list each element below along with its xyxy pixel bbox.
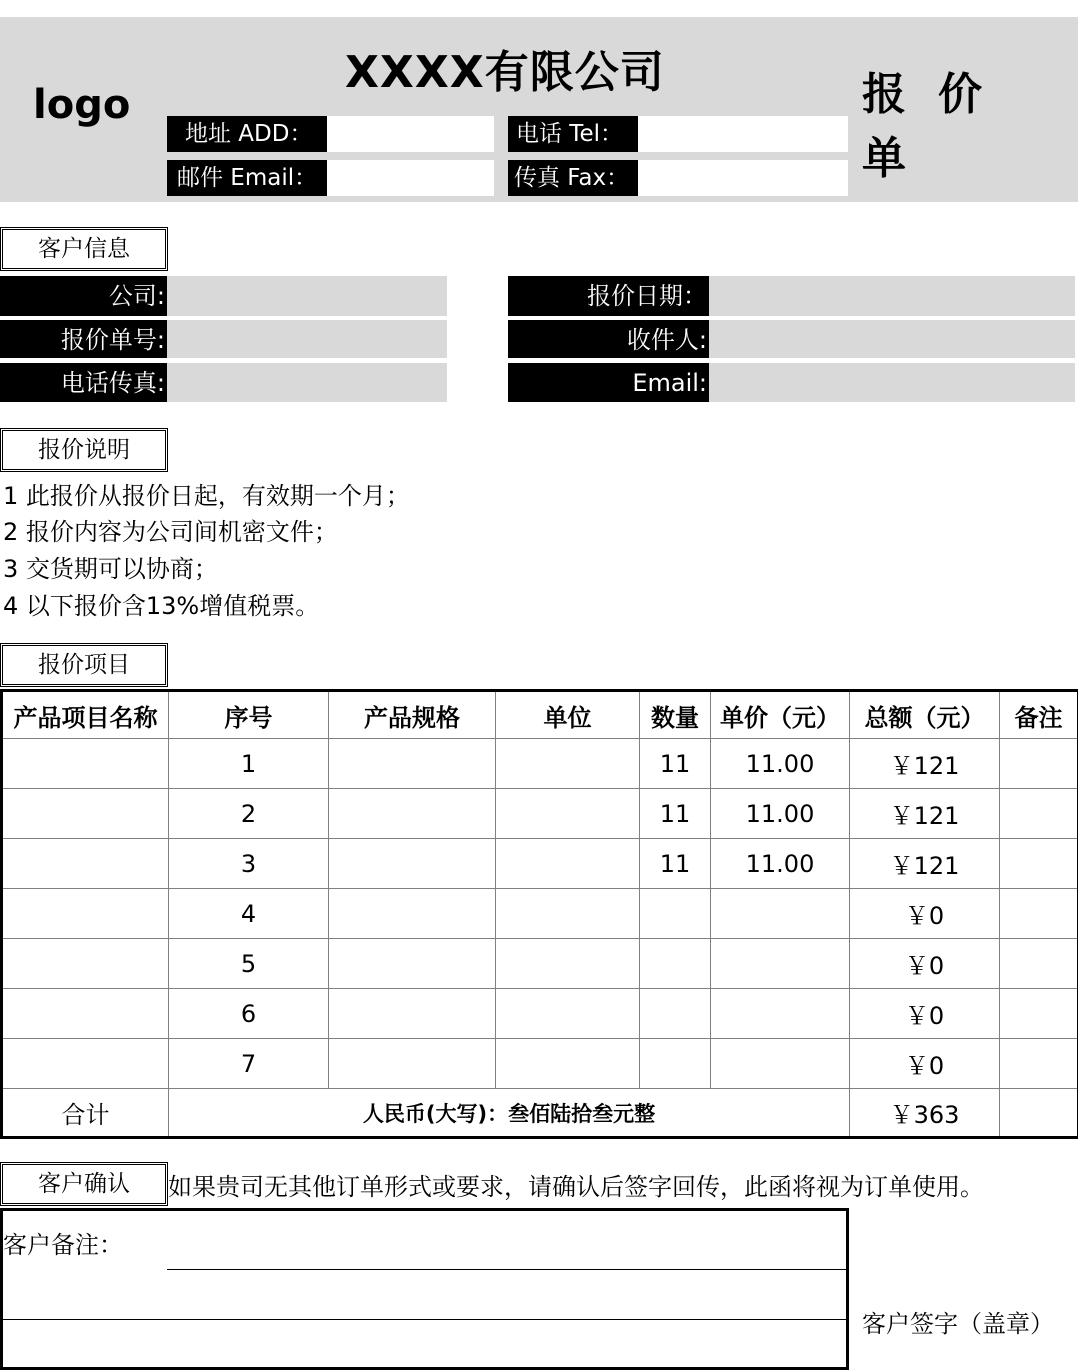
company-label: 公司: (0, 276, 167, 316)
grand-total: ￥363 (850, 1089, 1000, 1138)
quote-no-label: 报价单号: (0, 320, 167, 358)
row-number-cell: 3 (169, 839, 329, 889)
remark-cell[interactable] (1000, 939, 1078, 989)
row-number-cell: 4 (169, 889, 329, 939)
email-label: 邮件 Email： (167, 160, 327, 196)
product-name-cell[interactable] (2, 839, 169, 889)
col-header-total: 总额（元） (850, 691, 1000, 739)
col-header-unit-price: 单价（元） (711, 691, 850, 739)
phone-field[interactable] (638, 116, 848, 152)
company-field[interactable] (167, 276, 447, 316)
unit-price-cell[interactable] (711, 989, 850, 1039)
qty-cell[interactable] (640, 889, 711, 939)
confirmation-section-label: 客户确认 (0, 1162, 168, 1206)
qty-cell[interactable] (640, 1039, 711, 1089)
address-field[interactable] (327, 116, 494, 152)
remark-cell[interactable] (1000, 1039, 1078, 1089)
recipient-field[interactable] (709, 320, 1075, 358)
product-name-cell[interactable] (2, 939, 169, 989)
qty-cell[interactable] (640, 939, 711, 989)
customer-signature-label: 客户签字（盖章） (862, 1310, 1054, 1338)
unit-price-cell[interactable]: 11.00 (711, 789, 850, 839)
unit-cell[interactable] (496, 889, 640, 939)
table-row (2, 839, 1078, 889)
customer-email-field[interactable] (709, 363, 1075, 402)
col-header-remark: 备注 (1000, 691, 1078, 739)
qty-cell[interactable]: 11 (640, 739, 711, 789)
total-label: 合计 (2, 1089, 169, 1138)
spec-cell[interactable] (329, 839, 496, 889)
unit-cell[interactable] (496, 1039, 640, 1089)
product-name-cell[interactable] (2, 889, 169, 939)
row-number-cell: 5 (169, 939, 329, 989)
total-row (2, 1089, 1078, 1138)
unit-cell[interactable] (496, 839, 640, 889)
phone-fax-label: 电话传真: (0, 363, 167, 402)
fax-field[interactable] (638, 160, 848, 196)
unit-cell[interactable] (496, 989, 640, 1039)
row-number-cell: 2 (169, 789, 329, 839)
row-total-cell: ￥121 (850, 739, 1000, 789)
unit-cell[interactable] (496, 939, 640, 989)
quote-date-label: 报价日期： (508, 276, 709, 316)
col-header-spec: 产品规格 (329, 691, 496, 739)
row-total-cell: ￥121 (850, 789, 1000, 839)
row-number-cell: 1 (169, 739, 329, 789)
remark-cell[interactable] (1000, 989, 1078, 1039)
row-total-cell: ￥0 (850, 939, 1000, 989)
remarks-line (167, 1269, 848, 1270)
unit-price-cell[interactable]: 11.00 (711, 739, 850, 789)
customer-email-label: Email: (508, 363, 709, 402)
spec-cell[interactable] (329, 939, 496, 989)
customer-remarks-box[interactable] (0, 1208, 849, 1370)
customer-info-section-label: 客户信息 (0, 227, 168, 271)
fax-label: 传真 Fax： (508, 160, 638, 196)
product-name-cell[interactable] (2, 739, 169, 789)
table-row (2, 739, 1078, 789)
quote-items-section-label: 报价项目 (0, 643, 168, 687)
row-total-cell: ￥0 (850, 889, 1000, 939)
table-header-row (2, 691, 1078, 739)
qty-cell[interactable] (640, 989, 711, 1039)
spec-cell[interactable] (329, 1039, 496, 1089)
row-total-cell: ￥0 (850, 1039, 1000, 1089)
remark-cell[interactable] (1000, 739, 1078, 789)
product-name-cell[interactable] (2, 789, 169, 839)
total-remark-cell[interactable] (1000, 1089, 1078, 1138)
recipient-label: 收件人: (508, 320, 709, 358)
table-row (2, 1039, 1078, 1089)
address-label: 地址 ADD： (167, 116, 327, 152)
remark-cell[interactable] (1000, 789, 1078, 839)
unit-price-cell[interactable] (711, 889, 850, 939)
note-item: 2 报价内容为公司间机密文件； (3, 518, 338, 546)
quote-notes-section-label: 报价说明 (0, 428, 168, 472)
unit-cell[interactable] (496, 739, 640, 789)
row-number-cell: 7 (169, 1039, 329, 1089)
product-name-cell[interactable] (2, 989, 169, 1039)
customer-remarks-label: 客户备注： (3, 1231, 123, 1259)
quote-date-field[interactable] (709, 276, 1075, 316)
col-header-no: 序号 (169, 691, 329, 739)
remark-cell[interactable] (1000, 839, 1078, 889)
logo: logo (33, 82, 131, 128)
note-item: 3 交货期可以协商； (3, 555, 218, 583)
phone-label: 电话 Tel： (508, 116, 638, 152)
table-row (2, 939, 1078, 989)
quote-items-table (0, 689, 1078, 1139)
note-item: 4 以下报价含13%增值税票。 (3, 592, 320, 620)
col-header-unit: 单位 (496, 691, 640, 739)
remarks-line (3, 1319, 849, 1320)
row-total-cell: ￥0 (850, 989, 1000, 1039)
company-name: XXXX有限公司 (345, 47, 665, 98)
qty-cell[interactable]: 11 (640, 789, 711, 839)
unit-price-cell[interactable]: 11.00 (711, 839, 850, 889)
table-row (2, 889, 1078, 939)
confirmation-message: 如果贵司无其他订单形式或要求，请确认后签字回传，此函将视为订单使用。 (168, 1173, 984, 1201)
row-total-cell: ￥121 (850, 839, 1000, 889)
remark-cell[interactable] (1000, 889, 1078, 939)
note-item: 1 此报价从报价日起，有效期一个月； (3, 482, 410, 510)
col-header-qty: 数量 (640, 691, 711, 739)
quote-no-field[interactable] (167, 320, 447, 358)
unit-cell[interactable] (496, 789, 640, 839)
unit-price-cell[interactable] (711, 939, 850, 989)
phone-fax-field[interactable] (167, 363, 447, 402)
document-title: 报价单 (862, 69, 1014, 184)
product-name-cell[interactable] (2, 1039, 169, 1089)
email-field[interactable] (327, 160, 494, 196)
total-in-words: 人民币(大写)：叁佰陆拾叁元整 (169, 1089, 850, 1138)
spec-cell[interactable] (329, 789, 496, 839)
table-row (2, 789, 1078, 839)
unit-price-cell[interactable] (711, 1039, 850, 1089)
table-row (2, 989, 1078, 1039)
col-header-product-name: 产品项目名称 (2, 691, 169, 739)
row-number-cell: 6 (169, 989, 329, 1039)
spec-cell[interactable] (329, 989, 496, 1039)
spec-cell[interactable] (329, 889, 496, 939)
spec-cell[interactable] (329, 739, 496, 789)
qty-cell[interactable]: 11 (640, 839, 711, 889)
